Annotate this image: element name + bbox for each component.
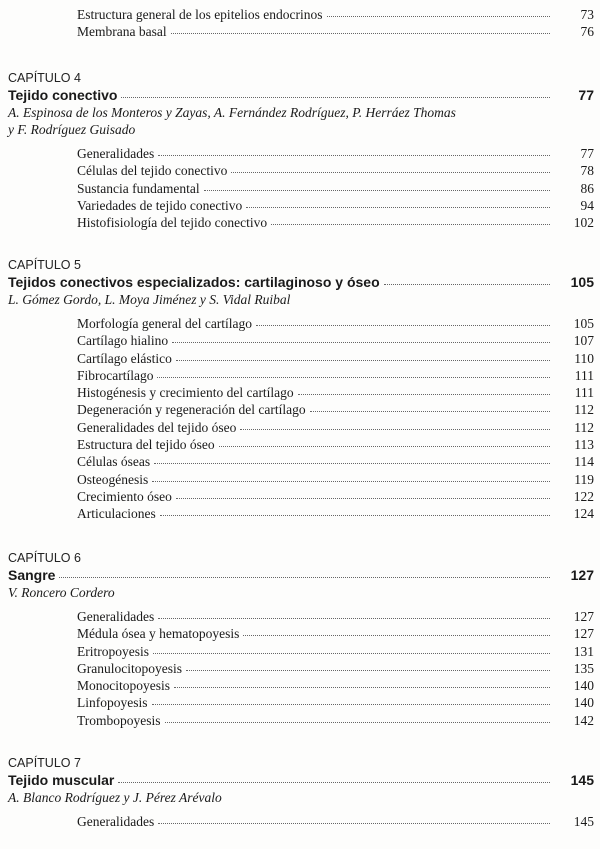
entry-label: Generalidades	[77, 814, 155, 829]
entry-label: Histogénesis y crecimiento del cartílago	[77, 385, 294, 401]
entry-label: Estructura del tejido óseo	[77, 437, 215, 453]
entry-label: Generalidades	[77, 146, 155, 161]
toc-entry	[77, 214, 594, 231]
spacer	[0, 806, 600, 813]
toc-entry	[77, 677, 594, 694]
entry-page: 94	[580, 197, 594, 213]
top-entries	[0, 6, 600, 41]
entry-page: 127	[573, 626, 594, 642]
chapter-section	[0, 549, 600, 729]
toc-entry	[77, 332, 594, 349]
entry-page: 124	[573, 506, 594, 522]
entry-page: 113	[574, 437, 594, 453]
toc-entry	[77, 436, 594, 453]
entry-page: 73	[580, 7, 594, 22]
chapter-title: Tejido muscular	[8, 772, 115, 788]
dot-leader	[121, 96, 550, 98]
entry-label: Trombopoyesis	[77, 712, 161, 728]
dot-leader	[384, 283, 550, 285]
toc-entry	[77, 488, 594, 505]
toc-entry	[77, 453, 594, 470]
chapter-title: Tejido conectivo	[8, 87, 118, 103]
toc-entry	[77, 813, 594, 830]
toc-entry	[77, 660, 594, 677]
toc-entry	[77, 694, 594, 711]
chapter-authors: A. Espinosa de los Monteros y Zayas, A. Fernández Rodríguez, P. Herráez Thomas	[8, 105, 456, 120]
entry-page: 107	[573, 333, 594, 349]
toc-entry	[77, 608, 594, 625]
entry-label: Eritropoyesis	[77, 643, 149, 659]
entry-label: Estructura general de los epitelios endocrinos	[77, 7, 323, 22]
spacer	[0, 138, 600, 145]
entry-label: Histofisiología del tejido conectivo	[77, 215, 268, 231]
entry-page: 111	[574, 385, 594, 401]
entry-page: 140	[573, 695, 594, 711]
dot-leader	[240, 428, 550, 430]
dot-leader	[246, 206, 550, 208]
entry-page: 105	[573, 316, 594, 331]
entry-page: 135	[573, 660, 594, 676]
dot-leader	[157, 376, 550, 378]
toc-entry	[77, 315, 594, 332]
entry-page: 119	[574, 471, 594, 487]
toc-entry	[77, 505, 594, 522]
dot-leader	[158, 822, 550, 824]
chapter-page: 127	[570, 567, 594, 583]
entry-page: 76	[580, 24, 594, 40]
entry-label: Sustancia fundamental	[77, 180, 200, 196]
entry-label: Generalidades	[77, 609, 155, 624]
toc-entry	[77, 367, 594, 384]
chapter-page: 145	[570, 772, 594, 788]
entry-label: Granulocitopoyesis	[77, 660, 182, 676]
dot-leader	[176, 497, 550, 499]
dot-leader	[231, 171, 550, 173]
dot-leader	[154, 462, 550, 464]
toc-entry	[77, 401, 594, 418]
dot-leader	[158, 154, 550, 156]
dot-leader	[59, 576, 550, 578]
toc-entry	[77, 643, 594, 660]
toc-entry	[77, 625, 594, 642]
chapter-authors: L. Gómez Gordo, L. Moya Jiménez y S. Vidal Ruibal	[8, 292, 291, 307]
chapter-title-row	[8, 274, 594, 291]
entry-page: 142	[573, 712, 594, 728]
dot-leader	[152, 480, 550, 482]
entry-page: 112	[574, 402, 594, 418]
entry-label: Degeneración y regeneración del cartílago	[77, 402, 306, 418]
dot-leader	[204, 189, 550, 191]
dot-leader	[118, 781, 550, 783]
chapter-page: 105	[570, 274, 594, 290]
entry-label: Osteogénesis	[77, 471, 149, 487]
chapter-label: CAPÍTULO 4	[8, 71, 81, 85]
dot-leader	[310, 410, 550, 412]
dot-leader	[271, 223, 550, 225]
entry-page: 77	[580, 146, 594, 161]
chapter-section	[0, 754, 600, 830]
chapter-section	[0, 256, 600, 523]
toc-entry	[77, 471, 594, 488]
entry-label: Células óseas	[77, 454, 151, 470]
entry-label: Cartílago elástico	[77, 350, 172, 366]
entry-page: 122	[573, 488, 594, 504]
toc-entry	[77, 350, 594, 367]
entry-page: 78	[580, 163, 594, 179]
dot-leader	[165, 721, 550, 723]
chapter-authors: y F. Rodríguez Guisado	[8, 122, 136, 137]
chapter-title: Tejidos conectivos especializados: cartilaginoso y óseo	[8, 274, 380, 290]
entry-label: Generalidades del tejido óseo	[77, 419, 237, 435]
dot-leader	[176, 359, 550, 361]
chapter-section	[0, 69, 600, 231]
entry-label: Monocitopoyesis	[77, 678, 170, 694]
dot-leader	[171, 32, 550, 34]
toc-entry	[77, 712, 594, 729]
chapter-label: CAPÍTULO 6	[8, 551, 81, 565]
entry-page: 145	[573, 814, 594, 829]
entry-page: 131	[573, 643, 594, 659]
entry-label: Crecimiento óseo	[77, 488, 172, 504]
entry-label: Articulaciones	[77, 506, 156, 522]
chapter-authors: A. Blanco Rodríguez y J. Pérez Arévalo	[8, 790, 222, 805]
toc-entry	[77, 145, 594, 162]
chapter-label: CAPÍTULO 5	[8, 258, 81, 272]
chapter-title-row	[8, 87, 594, 104]
entry-label: Médula ósea y hematopoyesis	[77, 626, 240, 642]
entry-page: 112	[574, 419, 594, 435]
chapter-label: CAPÍTULO 7	[8, 756, 81, 770]
dot-leader	[172, 341, 550, 343]
toc-entry	[77, 162, 594, 179]
entry-page: 111	[574, 367, 594, 383]
entry-page: 86	[580, 180, 594, 196]
dot-leader	[153, 652, 550, 654]
entry-label: Linfopoyesis	[77, 695, 148, 711]
dot-leader	[256, 324, 550, 326]
toc-entry	[77, 23, 594, 40]
entry-page: 102	[573, 215, 594, 231]
spacer	[0, 308, 600, 315]
dot-leader	[327, 15, 550, 17]
entry-page: 114	[574, 454, 594, 470]
entry-page: 110	[574, 350, 594, 366]
spacer	[0, 601, 600, 608]
dot-leader	[160, 514, 550, 516]
dot-leader	[298, 393, 550, 395]
entry-label: Morfología general del cartílago	[77, 316, 253, 331]
toc-entry	[77, 6, 594, 23]
chapter-title-row	[8, 772, 594, 789]
entry-label: Células del tejido conectivo	[77, 163, 228, 179]
toc-entry	[77, 384, 594, 401]
chapter-title-row	[8, 567, 594, 584]
dot-leader	[219, 445, 550, 447]
chapter-page: 77	[578, 87, 594, 103]
dot-leader	[174, 686, 550, 688]
entry-label: Cartílago hialino	[77, 333, 169, 349]
toc-entry	[77, 419, 594, 436]
entry-page: 140	[573, 678, 594, 694]
entry-page: 127	[573, 609, 594, 624]
dot-leader	[158, 617, 550, 619]
toc-entry	[77, 197, 594, 214]
entry-label: Fibrocartílago	[77, 367, 154, 383]
dot-leader	[243, 634, 550, 636]
dot-leader	[186, 669, 550, 671]
chapter-authors: V. Roncero Cordero	[8, 585, 115, 600]
chapter-title: Sangre	[8, 567, 56, 583]
entry-label: Variedades de tejido conectivo	[77, 197, 243, 213]
entry-label: Membrana basal	[77, 24, 167, 40]
toc-entry	[77, 180, 594, 197]
dot-leader	[152, 703, 551, 705]
